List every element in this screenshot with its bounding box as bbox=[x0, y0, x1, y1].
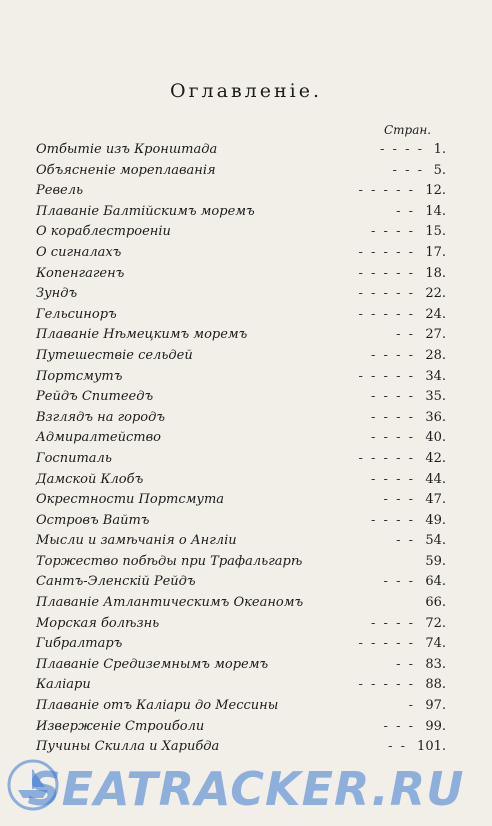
toc-entry-page: 18. bbox=[425, 265, 446, 281]
toc-entry-leader: - - - - bbox=[371, 389, 415, 405]
table-of-contents bbox=[36, 140, 446, 758]
toc-entry bbox=[36, 222, 446, 243]
toc-entry-title: Мысли и замѣчанія о Англіи bbox=[36, 533, 237, 549]
toc-entry-leader: - - bbox=[388, 739, 407, 755]
ship-icon bbox=[6, 758, 60, 812]
page-title: Оглавленіе. bbox=[170, 80, 322, 102]
toc-entry-title: Дамской Клобъ bbox=[36, 471, 144, 487]
toc-entry-page: 35. bbox=[425, 389, 446, 405]
toc-entry-leader: - bbox=[408, 698, 415, 714]
toc-entry-page: 27. bbox=[425, 327, 446, 343]
toc-entry-page: 17. bbox=[425, 244, 446, 260]
toc-entry bbox=[36, 346, 446, 367]
toc-entry-page: 22. bbox=[425, 286, 446, 302]
toc-entry-leader: - - - - bbox=[371, 409, 415, 425]
toc-entry-page: 28. bbox=[425, 347, 446, 363]
toc-entry bbox=[36, 717, 446, 738]
toc-entry-title: Изверженіе Строиболи bbox=[36, 718, 205, 734]
toc-entry-page: 42. bbox=[425, 450, 446, 466]
toc-entry-leader: - - - - bbox=[371, 347, 415, 363]
toc-entry bbox=[36, 449, 446, 470]
toc-entry-page: 101. bbox=[417, 739, 446, 755]
toc-entry bbox=[36, 243, 446, 264]
toc-entry bbox=[36, 593, 446, 614]
toc-entry bbox=[36, 387, 446, 408]
toc-entry-title: Отбытіе изъ Кронштада bbox=[36, 142, 218, 157]
toc-entry-page: 34. bbox=[425, 368, 446, 384]
toc-entry-title: Сантъ-Эленскій Рейдъ bbox=[36, 574, 196, 590]
toc-entry-title: Плаваніе отъ Каліари до Мессины bbox=[36, 698, 279, 714]
toc-entry-title: Путешествіе сельдей bbox=[36, 347, 193, 363]
toc-entry-page: 74. bbox=[425, 636, 446, 652]
toc-entry bbox=[36, 367, 446, 388]
toc-entry-title: Адмиралтейство bbox=[36, 430, 161, 446]
toc-entry-title: Зундъ bbox=[36, 286, 78, 302]
toc-entry-leader: - - - bbox=[392, 162, 424, 178]
toc-entry bbox=[36, 675, 446, 696]
toc-entry-title: Плаваніе Атлантическимъ Океаномъ bbox=[36, 595, 304, 611]
toc-entry-page: 97. bbox=[425, 698, 446, 714]
toc-entry-title: О кораблестроеніи bbox=[36, 224, 171, 240]
toc-entry-title: О сигналахъ bbox=[36, 244, 122, 260]
toc-entry-leader: - - bbox=[396, 327, 415, 343]
toc-entry bbox=[36, 284, 446, 305]
toc-entry bbox=[36, 490, 446, 511]
toc-entry-page: 1. bbox=[433, 142, 446, 157]
toc-entry-title: Торжество побѣды при Трафальгарѣ bbox=[36, 553, 303, 569]
toc-entry-page: 5. bbox=[433, 162, 446, 178]
toc-entry-page: 88. bbox=[425, 677, 446, 693]
toc-entry-leader: - - - - - bbox=[358, 183, 415, 199]
toc-entry-page: 12. bbox=[425, 183, 446, 199]
toc-entry bbox=[36, 696, 446, 717]
toc-entry bbox=[36, 531, 446, 552]
watermark-text: SEATRACKER.RU bbox=[27, 762, 465, 816]
toc-entry-title: Ревель bbox=[36, 183, 84, 199]
toc-entry-page: 66. bbox=[425, 595, 446, 611]
toc-entry-leader: - - - - - bbox=[358, 677, 415, 693]
toc-entry-title: Гельсиноръ bbox=[36, 306, 117, 322]
toc-entry-leader: - - - - - bbox=[358, 244, 415, 260]
toc-entry-title: Госпиталь bbox=[36, 450, 112, 466]
page-column-label: Стран. bbox=[384, 123, 432, 137]
toc-entry-page: 24. bbox=[425, 306, 446, 322]
toc-entry bbox=[36, 614, 446, 635]
toc-entry-leader: - - - - - bbox=[358, 450, 415, 466]
toc-entry bbox=[36, 737, 446, 758]
toc-entry-title: Копенгагенъ bbox=[36, 265, 125, 281]
toc-entry bbox=[36, 161, 446, 182]
toc-entry-leader: - - - - - bbox=[358, 265, 415, 281]
toc-entry-title: Объясненіе мореплаванія bbox=[36, 162, 216, 178]
toc-entry-leader: - - bbox=[396, 203, 415, 219]
toc-entry-leader: - - - - bbox=[371, 471, 415, 487]
toc-entry-page: 44. bbox=[425, 471, 446, 487]
toc-entry-title: Взглядъ на городъ bbox=[36, 409, 166, 425]
toc-entry-page: 72. bbox=[425, 615, 446, 631]
toc-entry-page: 47. bbox=[425, 492, 446, 508]
toc-entry bbox=[36, 264, 446, 285]
toc-entry-leader: - - - - bbox=[380, 142, 424, 157]
toc-entry-page: 40. bbox=[425, 430, 446, 446]
toc-entry bbox=[36, 202, 446, 223]
toc-entry-page: 49. bbox=[425, 512, 446, 528]
toc-entry-page: 14. bbox=[425, 203, 446, 219]
toc-entry bbox=[36, 305, 446, 326]
toc-entry-leader: - - - - - bbox=[358, 368, 415, 384]
toc-entry-page: 83. bbox=[425, 656, 446, 672]
toc-entry-title: Портсмутъ bbox=[36, 368, 123, 384]
toc-entry bbox=[36, 552, 446, 573]
toc-entry bbox=[36, 408, 446, 429]
toc-entry-leader: - - - bbox=[383, 574, 415, 590]
toc-entry-title: Плаваніе Средиземнымъ моремъ bbox=[36, 656, 269, 672]
toc-entry bbox=[36, 511, 446, 532]
toc-entry-title: Морская болѣзнь bbox=[36, 615, 160, 631]
toc-entry-leader: - - - - - bbox=[358, 636, 415, 652]
toc-entry-title: Рейдъ Спитеедъ bbox=[36, 389, 154, 405]
toc-entry bbox=[36, 572, 446, 593]
toc-entry-title: Каліари bbox=[36, 677, 91, 693]
toc-entry bbox=[36, 181, 446, 202]
toc-entry bbox=[36, 634, 446, 655]
toc-entry-title: Пучины Скилла и Харибда bbox=[36, 739, 220, 755]
toc-entry-page: 54. bbox=[425, 533, 446, 549]
toc-entry-page: 36. bbox=[425, 409, 446, 425]
watermark bbox=[0, 752, 492, 826]
toc-entry-page: 59. bbox=[425, 553, 446, 569]
toc-entry-leader: - - bbox=[396, 656, 415, 672]
toc-entry-page: 15. bbox=[425, 224, 446, 240]
toc-entry bbox=[36, 325, 446, 346]
toc-entry-leader: - - - - - bbox=[358, 306, 415, 322]
toc-entry bbox=[36, 140, 446, 161]
toc-entry-title: Плаваніе Нѣмецкимъ моремъ bbox=[36, 327, 248, 343]
toc-entry bbox=[36, 428, 446, 449]
toc-entry-leader: - - - bbox=[383, 492, 415, 508]
toc-entry-title: Островъ Вайтъ bbox=[36, 512, 150, 528]
toc-entry-leader: - - - - - bbox=[358, 286, 415, 302]
toc-entry-title: Гибралтаръ bbox=[36, 636, 123, 652]
toc-entry-leader: - - - - bbox=[371, 430, 415, 446]
toc-entry-page: 99. bbox=[425, 718, 446, 734]
toc-entry bbox=[36, 655, 446, 676]
toc-entry-title: Плаваніе Балтійскимъ моремъ bbox=[36, 203, 255, 219]
toc-entry-page: 64. bbox=[425, 574, 446, 590]
toc-entry-leader: - - - - bbox=[371, 615, 415, 631]
toc-entry-leader: - - - bbox=[383, 718, 415, 734]
toc-entry-leader: - - bbox=[396, 533, 415, 549]
toc-entry-title: Окрестности Портсмута bbox=[36, 492, 225, 508]
toc-entry bbox=[36, 470, 446, 491]
toc-entry-leader: - - - - bbox=[371, 512, 415, 528]
toc-entry-leader: - - - - bbox=[371, 224, 415, 240]
